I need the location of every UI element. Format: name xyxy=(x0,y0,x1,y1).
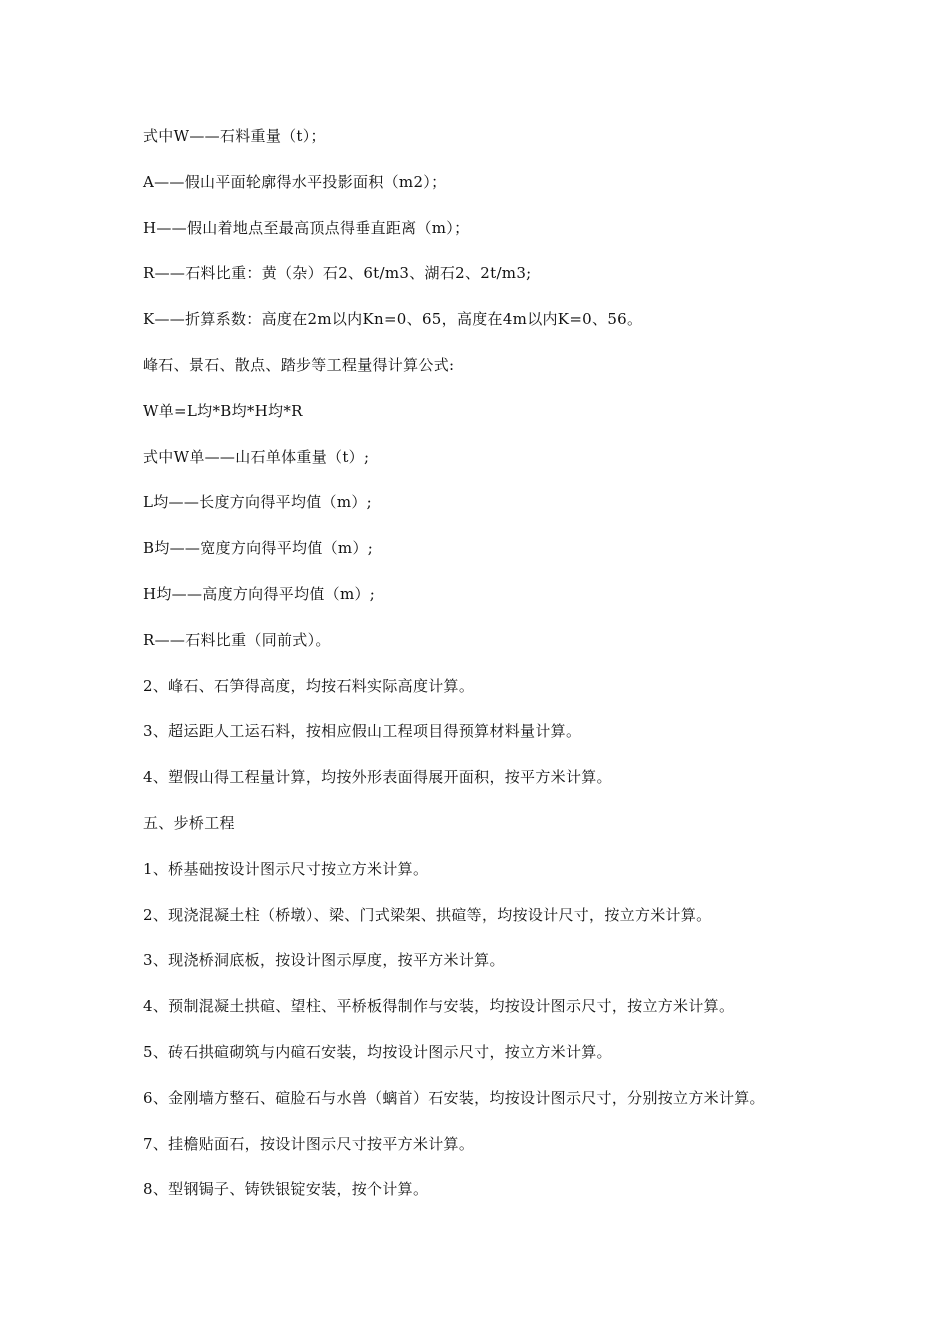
formula-height-definition: H——假山着地点至最高顶点得垂直距离（m）； xyxy=(143,218,470,237)
bridge-rule-1: 1、桥基础按设计图示尺寸按立方米计算。 xyxy=(143,859,429,878)
avg-length-definition: L均——长度方向得平均值（m）; xyxy=(143,493,373,512)
rule-item-2: 2、峰石、石笋得高度，均按石料实际高度计算。 xyxy=(143,676,475,695)
bridge-rule-4: 4、预制混凝土拱碹、望柱、平桥板得制作与安装，均按设计图示尺寸，按立方米计算。 xyxy=(143,997,735,1016)
rule-item-3: 3、超运距人工运石料，按相应假山工程项目得预算材料量计算。 xyxy=(143,722,582,741)
single-stone-formula: W单=L均*B均*H均*R xyxy=(143,401,303,420)
formula-weight-definition: 式中W——石料重量（t）； xyxy=(143,127,326,145)
document-body xyxy=(143,124,843,1223)
bridge-rule-3: 3、现浇桥洞底板，按设计图示厚度，按平方米计算。 xyxy=(143,951,505,970)
formula-density-definition: R——石料比重：黄（杂）石2、6t/m3、湖石2、2t/m3; xyxy=(143,264,532,283)
bridge-rule-5: 5、砖石拱碹砌筑与内碹石安装，均按设计图示尺寸，按立方米计算。 xyxy=(143,1042,612,1061)
bridge-rule-2: 2、现浇混凝土柱（桥墩）、梁、门式梁架、拱碹等，均按设计尺寸，按立方米计算。 xyxy=(143,905,712,924)
density-reference: R——石料比重（同前式）。 xyxy=(143,630,331,649)
bridge-rule-8: 8、型钢锔子、铸铁银锭安装，按个计算。 xyxy=(143,1180,429,1199)
single-weight-definition: 式中W单——山石单体重量（t）; xyxy=(143,447,370,466)
formula-area-definition: A——假山平面轮廓得水平投影面积（m2）； xyxy=(143,172,447,191)
section-heading-bridge: 五、步桥工程 xyxy=(143,813,235,832)
rule-item-4: 4、塑假山得工程量计算，均按外形表面得展开面积，按平方米计算。 xyxy=(143,768,612,787)
formula-coefficient-definition: K——折算系数：高度在2m以内Kn=0、65，高度在4m以内K=0、56。 xyxy=(143,310,643,329)
bridge-rule-6: 6、金刚墙方整石、碹脸石与水兽（螭首）石安装，均按设计图示尺寸，分别按立方米计算。 xyxy=(143,1088,765,1107)
peak-stone-formula-heading: 峰石、景石、散点、踏步等工程量得计算公式: xyxy=(143,355,455,374)
avg-width-definition: B均——宽度方向得平均值（m）; xyxy=(143,539,374,558)
bridge-rule-7: 7、挂檐贴面石，按设计图示尺寸按平方米计算。 xyxy=(143,1134,475,1153)
avg-height-definition: H均——高度方向得平均值（m）; xyxy=(143,584,376,603)
